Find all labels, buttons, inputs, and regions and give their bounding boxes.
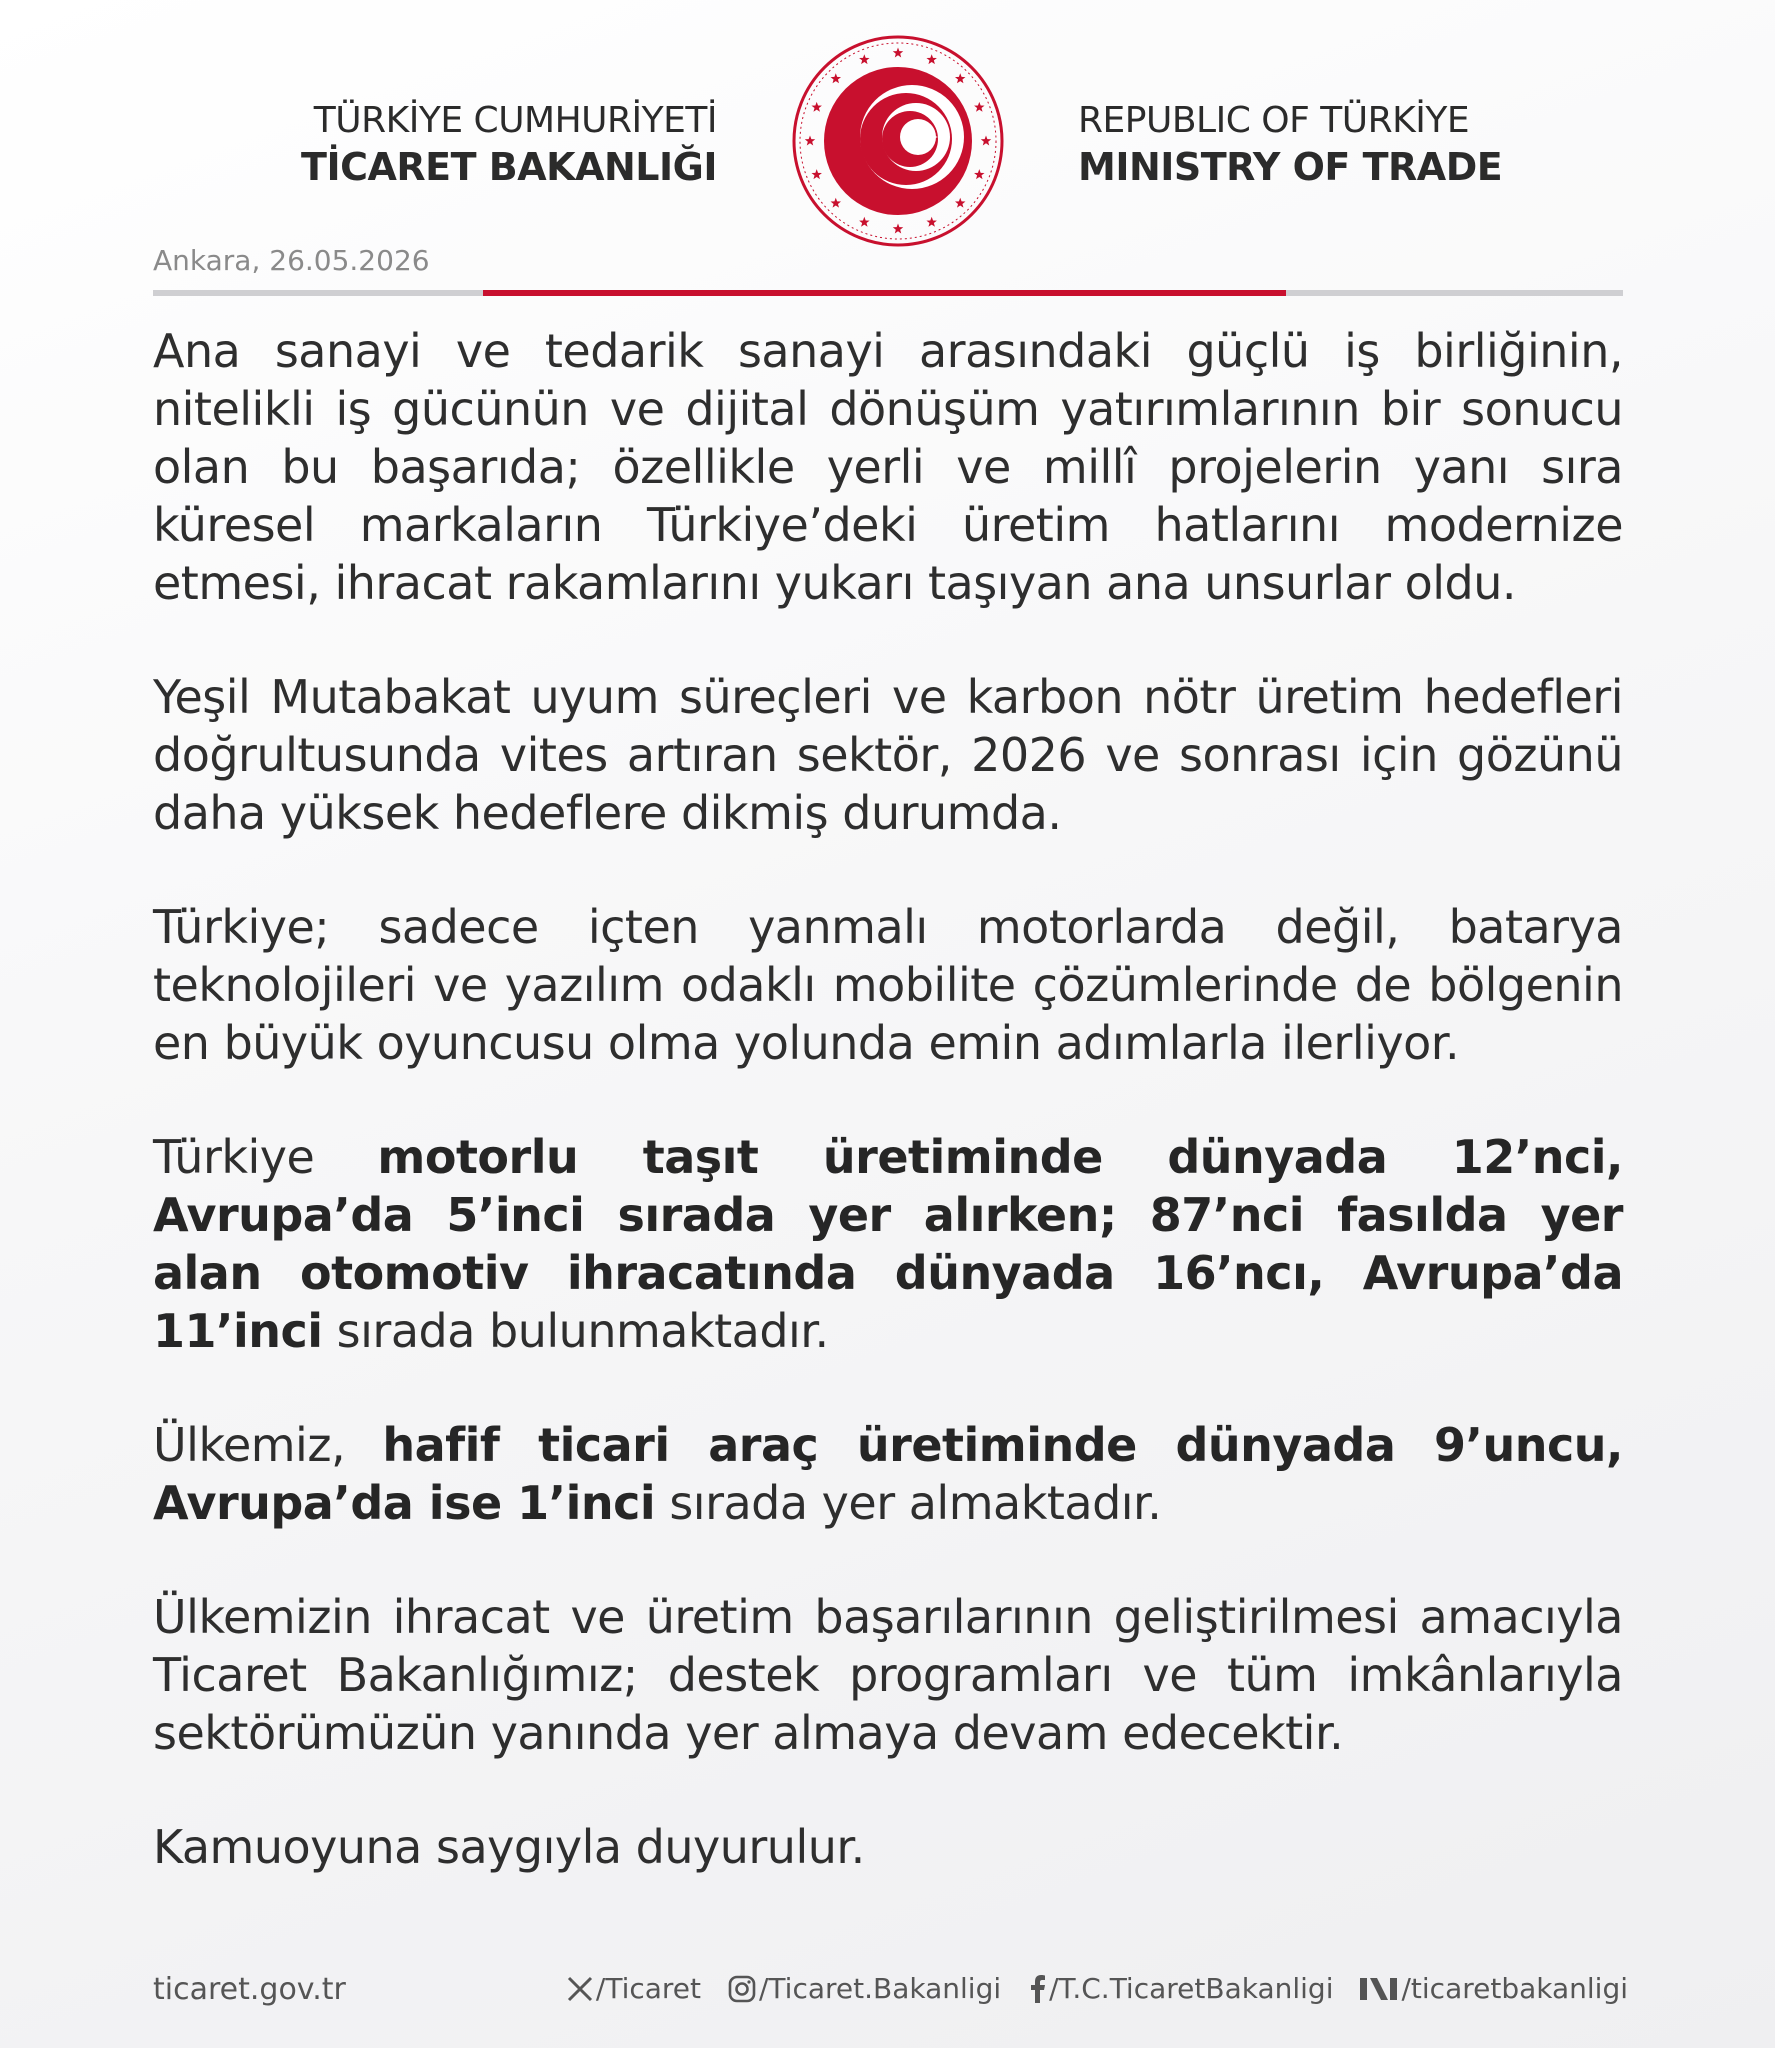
letterhead-english-line1: REPUBLIC OF TÜRKİYE bbox=[1078, 100, 1470, 141]
x-link[interactable] bbox=[566, 1972, 701, 2005]
paragraph-1: Ana sanayi ve tedarik sanayi arasındaki güçlü iş birliğinin, nitelikli iş gücünün ve dijital dönüşüm yatırımlarının bir sonucu olan bu başarıda; özellikle yerli ve millî projelerin yanı sıra küresel markaların Türkiye’deki üretim hatlarını modernize etmesi, ihracat rakamlarını yukarı taşıyan ana unsurlar oldu. bbox=[153, 324, 1623, 610]
facebook-handle: /T.C.TicaretBakanligi bbox=[1049, 1972, 1334, 2005]
nsosyal-icon bbox=[1359, 1975, 1399, 2003]
seal-star-icon bbox=[859, 54, 869, 64]
seal-star-icon bbox=[926, 54, 936, 64]
letterhead bbox=[0, 0, 1775, 260]
website-link[interactable]: ticaret.gov.tr bbox=[153, 1972, 346, 2007]
x-icon bbox=[566, 1975, 594, 2003]
seal-star-icon bbox=[893, 224, 903, 234]
seal-star-icon bbox=[831, 73, 841, 83]
nsosyal-link[interactable] bbox=[1359, 1972, 1628, 2005]
paragraph-2: Yeşil Mutabakat uyum süreçleri ve karbon nötr üretim hedefleri doğrultusunda vites artıran sektör, 2026 ve sonrası için gözünü daha yüksek hedeflere dikmiş durumda. bbox=[153, 670, 1623, 840]
paragraph-3: Türkiye; sadece içten yanmalı motorlarda değil, batarya teknolojileri ve yazılım odaklı mobilite çözümlerinde de bölgenin en büyük oyuncusu olma yolunda emin adımlarla ilerliyor. bbox=[153, 900, 1623, 1070]
footer bbox=[153, 1972, 1628, 2012]
seal-star-icon bbox=[859, 217, 869, 227]
paragraph-5-lead: Ülkemiz, bbox=[153, 1418, 383, 1472]
letterhead-turkish-line2: TİCARET BAKANLIĞI bbox=[301, 145, 717, 189]
facebook-icon bbox=[1027, 1974, 1047, 2004]
closing-line: Kamuoyuna saygıyla duyurulur. bbox=[153, 1820, 865, 1874]
instagram-handle: /Ticaret.Bakanligi bbox=[759, 1972, 1002, 2005]
seal-star-icon bbox=[811, 102, 821, 112]
paragraph-4 bbox=[153, 1128, 1623, 1360]
paragraph-4-tail: sırada bulunmaktadır. bbox=[322, 1304, 829, 1358]
paragraph-5-tail: sırada yer almaktadır. bbox=[655, 1476, 1162, 1530]
header-divider-accent bbox=[483, 290, 1286, 296]
x-handle: /Ticaret bbox=[595, 1972, 701, 2005]
paragraph-4-highlight: motorlu taşıt üretiminde dünyada 12’nci, Avrupa’da 5’inci sırada yer alırken; 87’nci fasılda yer alan otomotiv ihracatında dünyada 16’ncı, Avrupa’da 11’inci bbox=[153, 1130, 1623, 1358]
seal-star-icon bbox=[955, 198, 965, 208]
seal-star-icon bbox=[974, 169, 984, 179]
facebook-link[interactable] bbox=[1027, 1972, 1333, 2005]
seal-star-icon bbox=[831, 198, 841, 208]
paragraph-5-highlight: hafif ticari araç üretiminde dünyada 9’uncu, Avrupa’da ise 1’inci bbox=[153, 1418, 1624, 1530]
dateline: Ankara, 26.05.2026 bbox=[153, 244, 430, 277]
seal-star-icon bbox=[926, 217, 936, 227]
paragraph-6: Ülkemizin ihracat ve üretim başarılarının geliştirilmesi amacıyla Ticaret Bakanlığımız; destek programları ve tüm imkânlarıyla sektörümüzün yanında yer almaya devam edecektir. bbox=[153, 1590, 1623, 1760]
letterhead-turkish-line1: TÜRKİYE CUMHURİYETİ bbox=[313, 100, 717, 141]
nsosyal-handle: /ticaretbakanligi bbox=[1401, 1972, 1628, 2005]
press-release-body bbox=[153, 322, 1623, 1932]
instagram-link[interactable] bbox=[727, 1972, 1001, 2005]
letterhead-english-line2: MINISTRY OF TRADE bbox=[1078, 145, 1503, 189]
seal-star-icon bbox=[893, 48, 903, 58]
seal-star-icon bbox=[805, 136, 815, 146]
seal-star-icon bbox=[974, 102, 984, 112]
seal-star-icon bbox=[981, 136, 991, 146]
letterhead-english bbox=[1078, 98, 1502, 190]
paragraph-5 bbox=[153, 1416, 1623, 1532]
seal-star-icon bbox=[811, 169, 821, 179]
instagram-icon bbox=[727, 1974, 757, 2004]
seal-star-icon bbox=[955, 73, 965, 83]
social-links bbox=[566, 1972, 1628, 2005]
ministry-seal-icon bbox=[790, 33, 1006, 249]
paragraph-4-lead: Türkiye bbox=[153, 1130, 378, 1184]
letterhead-turkish bbox=[301, 98, 717, 190]
